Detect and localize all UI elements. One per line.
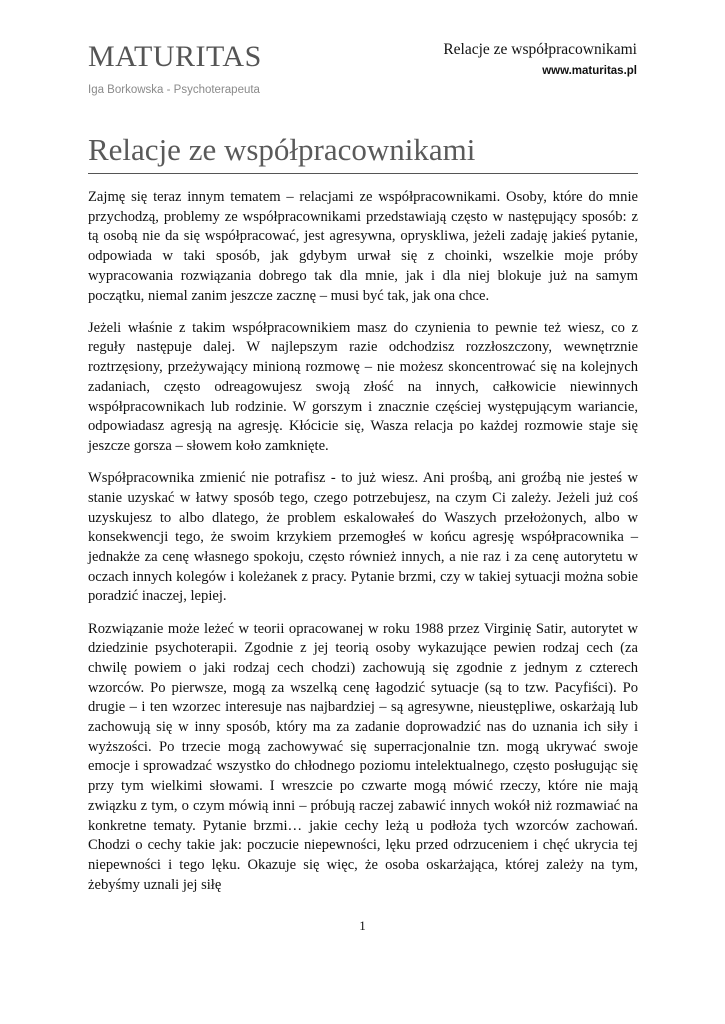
- paragraph: Zajmę się teraz innym tematem – relacjami ze współpracownikami. Osoby, które do mnie przychodzą, problemy ze współpracownikami przedstawiają często w następujący sposób: z tą osobą nie da się współpracować, jest agresywna, opryskliwa, jeżeli zadaję jakieś pytanie, odpowiada w taki sposób, jak gdybym urwał się z choinki, wszelkie moje próby wypracowania rozwiązania dobrego tak dla mnie, jak i dla niej blokuje już na samym początku, niemal zanim jeszcze zacznę – musi być tak, jak ona chce.: [88, 189, 638, 304]
- header-url: www.maturitas.pl: [542, 65, 637, 77]
- header-doc-title: Relacje ze współpracownikami: [443, 41, 637, 58]
- document-body: [88, 188, 638, 908]
- paragraph: Jeżeli właśnie z takim współpracownikiem masz do czynienia to pewnie też wiesz, co z reguły następuje dalej. W najlepszym razie odchodzisz rozzłoszczony, wewnętrznie roztrzęsiony, przeżywający minioną rozmowę – nie możesz skoncentrować się na kolejnych zadaniach, często odreagowujesz swoją złość na innych, całkowicie niewinnych współpracownikach lub rodzinie. W gorszym i znacznie częściej występującym wariancie, odpowiadasz agresją na agresję. Kłócicie się, Wasza relacja po każdej rozmowie staje się jeszcze gorsza – słowem koło zamknięte.: [88, 319, 638, 454]
- brand-logo-text: MATURITAS: [88, 40, 262, 73]
- document-title: Relacje ze współpracownikami: [88, 132, 476, 167]
- paragraph: Rozwiązanie może leżeć w teorii opracowanej w roku 1988 przez Virginię Satir, autorytet w dziedzinie psychoterapii. Zgodnie z jej teorią osoby wykazujące pewien rodzaj cech (za chwilę powiem o jaki rodzaj cech chodzi) zachowują się zgodnie z jednym z czterech wzorców. Po pierwsze, mogą za wszelką cenę łagodzić sytuacje (są to tzw. Pacyfiści). Po drugie – i ten wzorzec interesuje nas najbardziej – są agresywne, nieustępliwe, oskarżają lub zachowują się w inny sposób, który ma za zadanie doprowadzić nas do uznania ich siły i wyższości. Po trzecie mogą zachowywać się superracjonalnie tzn. mogą ukrywać swoje emocje i sprowadzać wszystko do chłodnego poziomu intelektualnego, często posługując się przy tym wielkimi słowami. I wreszcie po czwarte mogą mówić rzeczy, które nie mają związku z tym, o czym mówią inni – próbują raczej zabawić innych wokół niż rozmawiać na konkretne tematy. Pytanie brzmi… jakie cechy leżą u podłoża tych wzorców zachowań. Chodzi o cechy takie jak: poczucie niepewności, lęku przed odrzuceniem i chęć ukrycia tej niepewności i tego lęku. Okazuje się więc, że osoba oskarżająca, której zależy na tym, żebyśmy uznali jej siłę: [88, 620, 638, 893]
- title-divider: [88, 173, 638, 174]
- running-header: [443, 41, 637, 77]
- paragraph: Współpracownika zmienić nie potrafisz - to już wiesz. Ani prośbą, ani groźbą nie jesteś w stanie uzyskać w łatwy sposób tego, czego potrzebujesz, na czym Ci zależy. Jeżeli już coś uzyskujesz to albo dlatego, że problem eskalowałeś do Waszych przełożonych, albo w konsekwencji tego, że swoim krzykiem przemogłeś w końcu agresję współpracownika – jednakże za cenę własnego spokoju, często również innych, a nie raz i za cenę autorytetu w oczach innych kolegów i koleżanek z pracy. Pytanie brzmi, czy w takiej sytuacji można sobie poradzić inaczej, lepiej.: [88, 470, 638, 605]
- brand-subtitle: Iga Borkowska - Psychoterapeuta: [88, 84, 260, 96]
- page-number: 1: [359, 918, 366, 933]
